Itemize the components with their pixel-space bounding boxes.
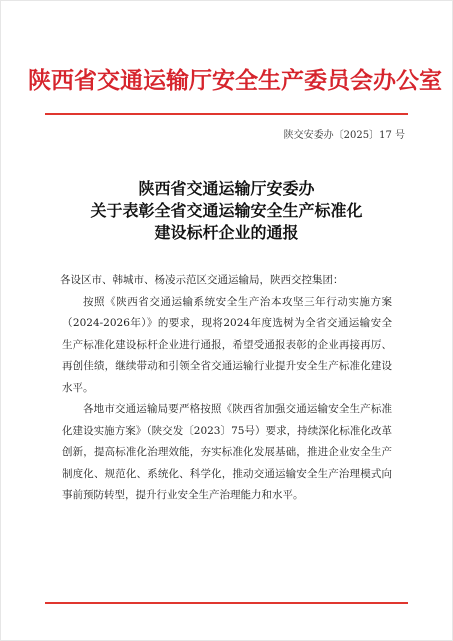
red-divider-bottom <box>45 602 408 604</box>
title-line-3: 建设标杆企业的通报 <box>154 223 299 242</box>
title-line-1: 陕西省交通运输厅安委办 <box>138 179 315 198</box>
document-body <box>62 270 392 507</box>
document-title <box>40 178 413 244</box>
body-paragraph-1: 按照《陕西省交通运输系统安全生产治本攻坚三年行动实施方案（2024-2026年）》的要求，现将2024年度选树为全省交通运输安全生产标准化建设标杆企业进行通报，希望受通报表彰的企业再接再厉、再创佳绩，继续带动和引领全省交通运输行业提升安全生产标准化建设水平。 <box>62 295 392 394</box>
title-line-2: 关于表彰全省交通运输安全生产标准化 <box>90 201 363 220</box>
salutation: 各设区市、韩城市、杨凌示范区交通运输局，陕西交控集团： <box>60 274 344 286</box>
body-paragraph-2: 各地市交通运输局要严格按照《陕西省加强交通运输安全生产标准化建设实施方案》（陕交发〔2023〕75号）要求，持续深化标准化改革创新，提高标准化治理效能，夯实标准化发展基础，推进企业安全生产制度化、规范化、系统化、科学化，推动交通运输安全生产治理模式向事前预防转型，提升行业安全生产治理能力和水平。 <box>62 403 392 501</box>
issuer-masthead: 陕西省交通运输厅安全生产委员会办公室 <box>28 67 442 94</box>
red-divider-top <box>45 113 408 115</box>
document-number: 陕交安委办〔2025〕17 号 <box>283 130 405 141</box>
